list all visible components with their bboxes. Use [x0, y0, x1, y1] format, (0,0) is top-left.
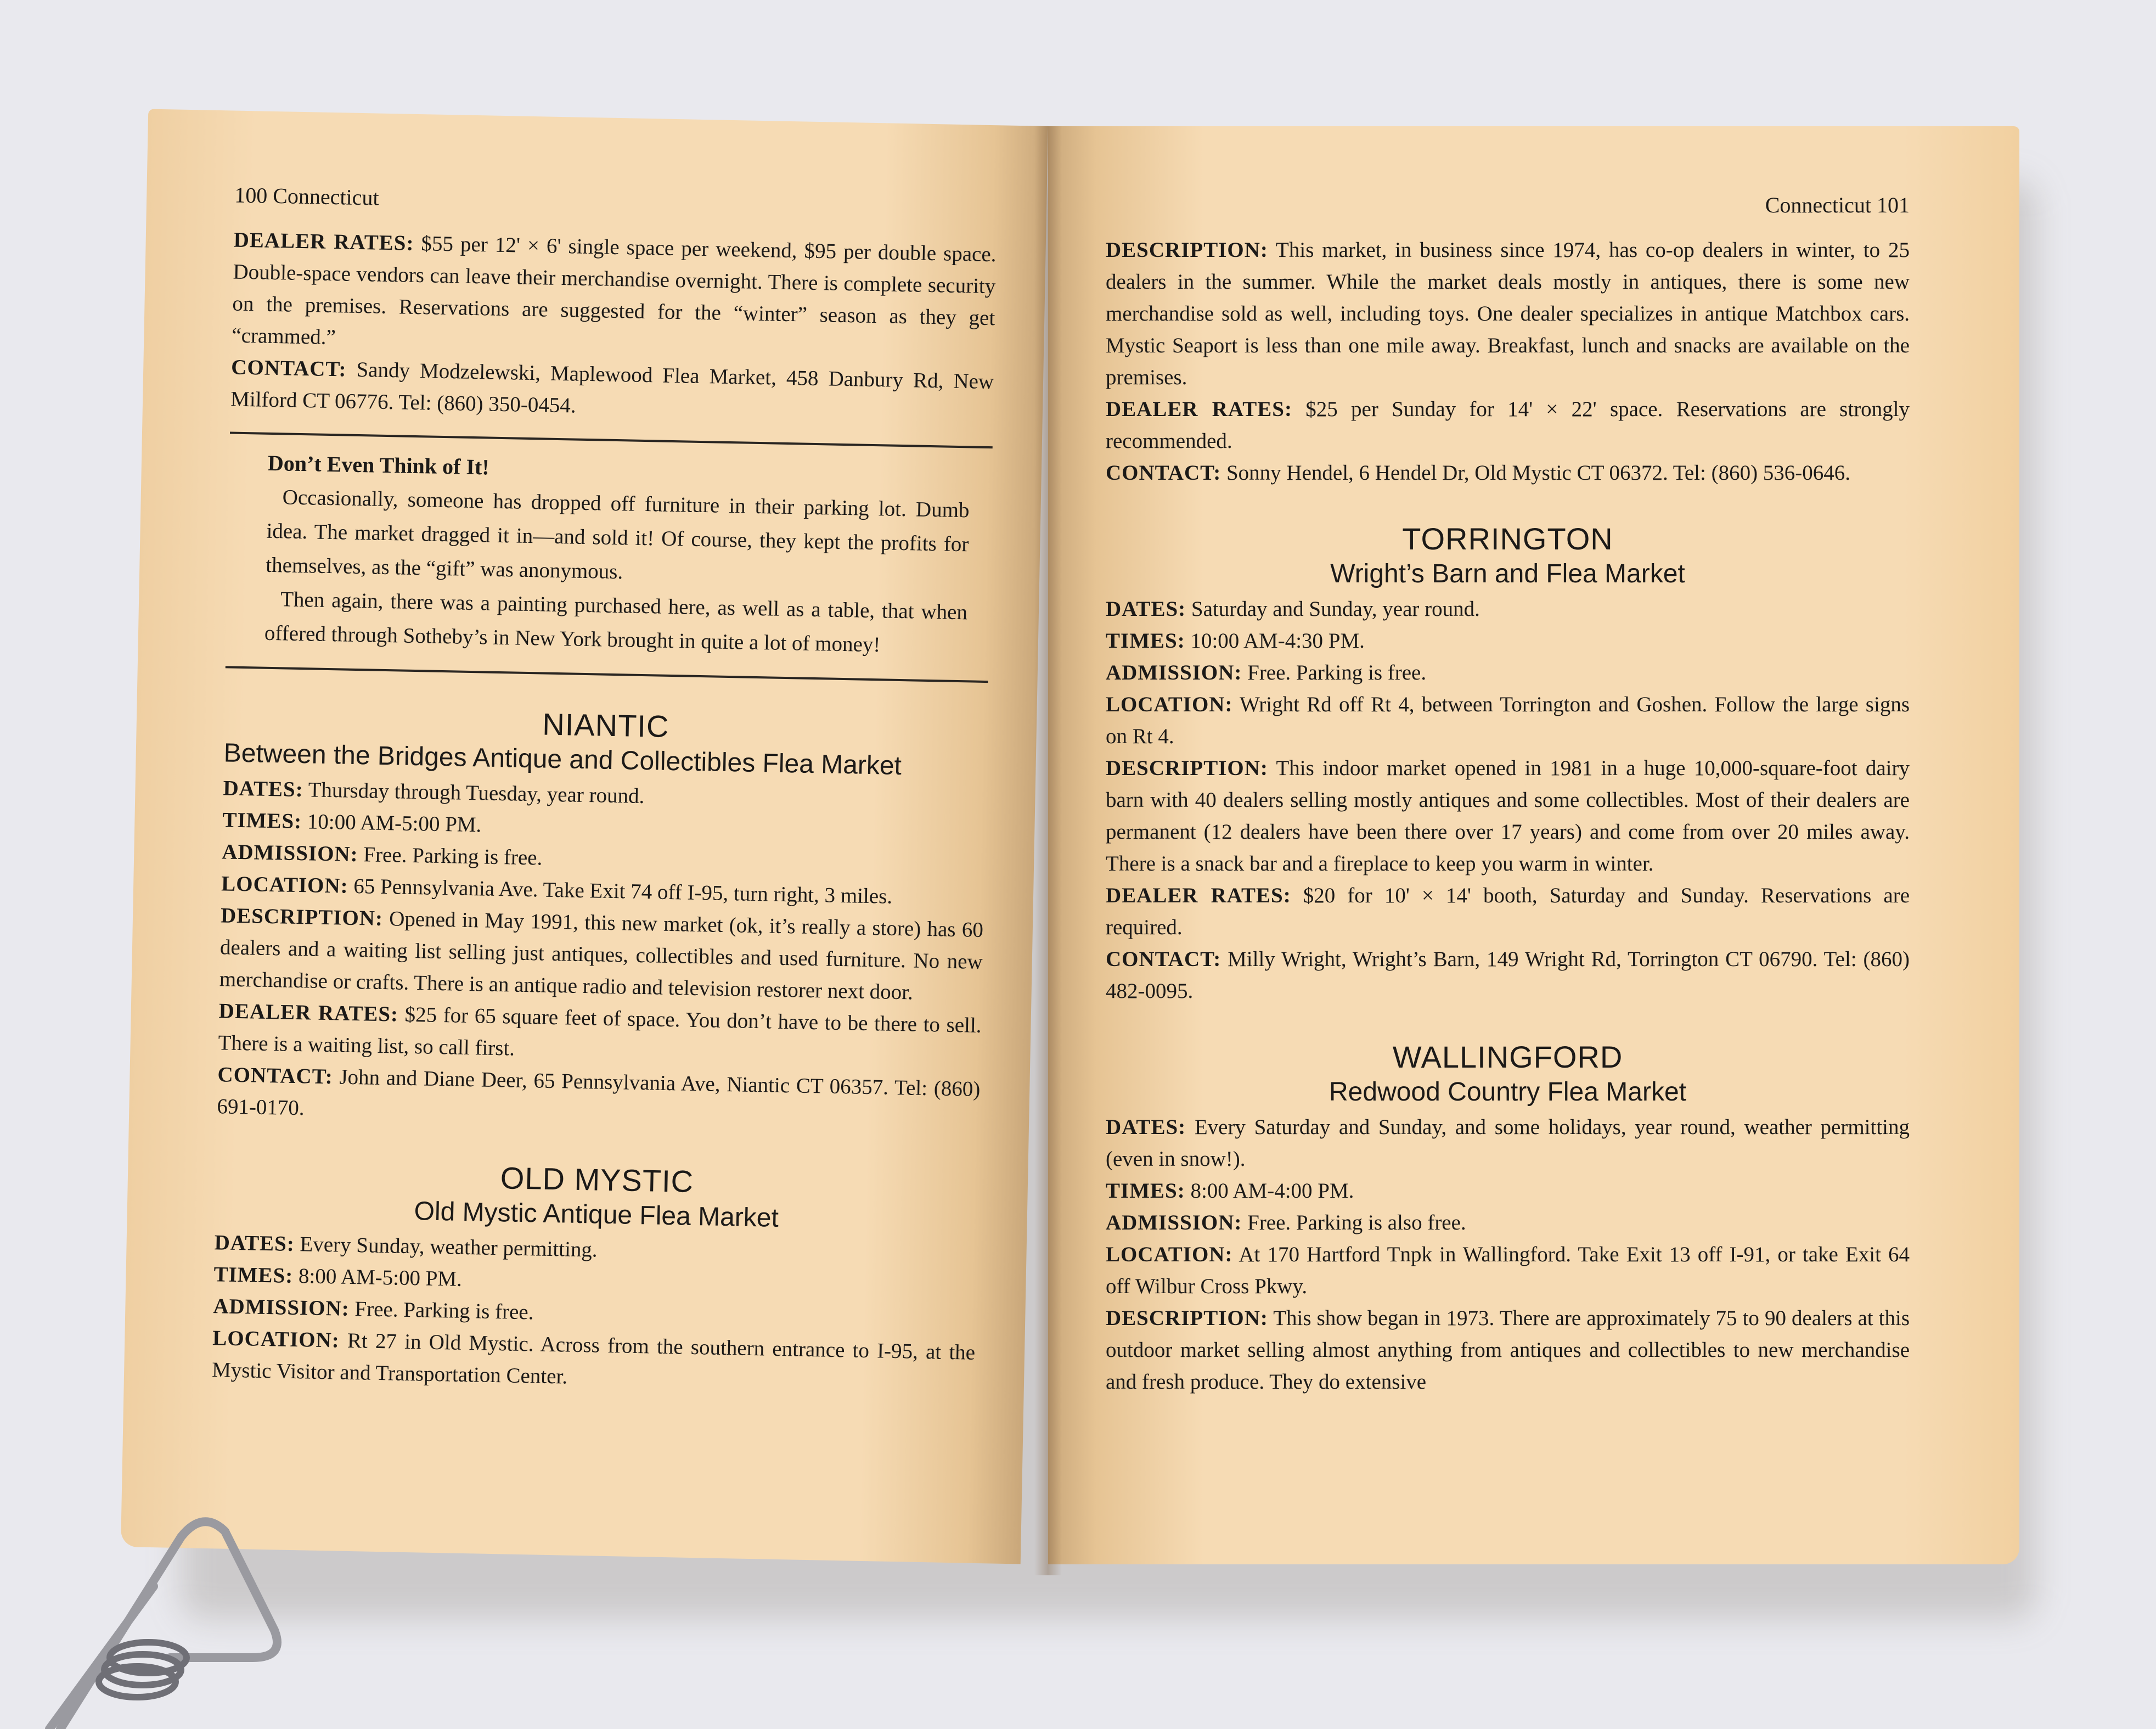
description-field: DESCRIPTION: This market, in business since 1974, has co-op dealers in winter, to 25 dealers in the summer. While the market deals mostly in antiques, there is some new merchandise sold as well, including toys. One dealer specializes in antique Matchbox cars. Mystic Seaport is less than one mile away. Breakfast, lunch and snacks are available on the premises.	[1106, 238, 1910, 389]
running-head-right	[1106, 192, 1910, 218]
city-heading: WALLINGFORD	[1392, 1040, 1623, 1074]
binder-clip-icon	[44, 1493, 296, 1729]
dates-field: DATES: Thursday through Tuesday, year round.	[223, 776, 645, 809]
wallingford-entry	[1106, 1039, 1910, 1398]
torrington-entry	[1106, 521, 1910, 1007]
dates-field: DATES: Saturday and Sunday, year round.	[1106, 597, 1480, 621]
admission-field: ADMISSION: Free. Parking is free.	[213, 1294, 534, 1324]
contact-field: CONTACT: Sonny Hendel, 6 Hendel Dr, Old Mystic CT 06372. Tel: (860) 536-0646.	[1106, 461, 1851, 485]
description-field: DESCRIPTION: This indoor market opened in 1981 in a huge 10,000-square-foot dairy barn with 40 dealers selling mostly antiques and some collectibles. Most of their dealers are permanent (12 dealers have been there over 17 years) and come from over 20 miles away. There is a snack bar and a fireplace to keep you warm in winter.	[1106, 756, 1910, 875]
contact-field: CONTACT: Sandy Modzelewski, Maplewood Flea Market, 458 Danbury Rd, New Milford CT 06776. Tel: (860) 350-0454.	[230, 355, 994, 418]
left-page	[121, 109, 1048, 1564]
sidebar-bottom-rule	[226, 666, 988, 683]
sidebar-title: Don’t Even Think of It!	[267, 450, 490, 480]
admission-field: ADMISSION: Free. Parking is free.	[221, 840, 543, 870]
right-page	[1048, 126, 2019, 1564]
location-field: LOCATION: Wright Rd off Rt 4, between Torrington and Goshen. Follow the large signs on Rt 4.	[1106, 693, 1910, 748]
dates-field: DATES: Every Saturday and Sunday, and some holidays, year round, weather permitting (even in snow!).	[1106, 1115, 1910, 1171]
dealer-rates-field: DEALER RATES: $20 for 10' × 14' booth, Saturday and Sunday. Reservations are required.	[1106, 884, 1910, 939]
sidebar-top-rule	[230, 431, 993, 448]
times-field: TIMES: 8:00 AM-5:00 PM.	[213, 1262, 463, 1291]
location-field: LOCATION: Rt 27 in Old Mystic. Across from the southern entrance to I-95, at the Mystic Visitor and Transportation Center.	[211, 1326, 976, 1389]
sidebar-paragraph: Occasionally, someone has dropped off furniture in their parking lot. Dumb idea. The market dragged it in—and sold it! Of course, they kept the profits for themselves, as the “gift” was anonymous.	[265, 485, 970, 584]
old-mystic-entry	[212, 1154, 979, 1401]
times-field: TIMES: 10:00 AM-4:30 PM.	[1106, 629, 1365, 653]
times-field: TIMES: 10:00 AM-5:00 PM.	[222, 808, 482, 837]
market-name: Between the Bridges Antique and Collectibles Flea Market	[223, 738, 902, 781]
sidebar-paragraph: Then again, there was a painting purchased here, as well as a table, that when offered through Sotheby’s in New York brought in quite a lot of money!	[264, 587, 968, 657]
description-field: DESCRIPTION: Opened in May 1991, this new market (ok, it’s really a store) has 60 dealers and a waiting list selling just antiques, collectibles and used furniture. No new merchandise or crafts. There is an antique radio and television restorer next door.	[219, 903, 984, 1004]
city-heading: OLD MYSTIC	[500, 1160, 694, 1199]
niantic-entry	[217, 700, 988, 1137]
market-name: Old Mystic Antique Flea Market	[414, 1197, 779, 1233]
city-heading: NIANTIC	[542, 706, 669, 744]
dealer-rates-field: DEALER RATES: $25 per Sunday for 14' × 22' space. Reservations are strongly recommended.	[1106, 397, 1910, 453]
sidebar-box	[226, 449, 992, 664]
city-heading: TORRINGTON	[1402, 521, 1613, 556]
admission-field: ADMISSION: Free. Parking is also free.	[1106, 1211, 1466, 1234]
running-head-left	[234, 182, 998, 223]
dealer-rates-field: DEALER RATES: $25 for 65 square feet of space. You don’t have to be there to sell. There is a waiting list, so call first.	[218, 999, 982, 1060]
market-name: Wright’s Barn and Flea Market	[1330, 559, 1685, 588]
dates-field: DATES: Every Sunday, weather permitting.	[214, 1231, 598, 1262]
running-head-text: Connecticut 101	[1765, 193, 1910, 217]
dealer-rates-field: DEALER RATES: $55 per 12' × 6' single space per weekend, $95 per double space. Double-space vendors can leave their merchandise overnight. There is complete security on the premises. Reservations are suggested for the “winter” season as they get “crammed.”	[231, 228, 997, 350]
contact-field: CONTACT: John and Diane Deer, 65 Pennsylvania Ave, Niantic CT 06357. Tel: (860) 691-0170.	[217, 1063, 981, 1120]
location-field: LOCATION: At 170 Hartford Tnpk in Wallingford. Take Exit 13 off I-91, or take Exit 64 off Wilbur Cross Pkwy.	[1106, 1243, 1910, 1298]
times-field: TIMES: 8:00 AM-4:00 PM.	[1106, 1179, 1354, 1203]
description-field: DESCRIPTION: This show began in 1973. There are approximately 75 to 90 dealers at this outdoor market selling almost anything from antiques and collectibles to new merchandise and fresh produce. They do extensive	[1106, 1306, 1910, 1394]
old-mystic-entry-continued	[1106, 234, 1910, 489]
contact-field: CONTACT: Milly Wright, Wright’s Barn, 149 Wright Rd, Torrington CT 06790. Tel: (860) 482-0095.	[1106, 947, 1910, 1003]
location-field: LOCATION: 65 Pennsylvania Ave. Take Exit 74 off I-95, turn right, 3 miles.	[221, 872, 893, 908]
book-spine	[1034, 126, 1062, 1575]
new-milford-entry-continued	[230, 224, 997, 430]
market-name: Redwood Country Flea Market	[1329, 1077, 1686, 1107]
running-head-text: 100 Connecticut	[234, 182, 379, 210]
admission-field: ADMISSION: Free. Parking is free.	[1106, 661, 1427, 684]
